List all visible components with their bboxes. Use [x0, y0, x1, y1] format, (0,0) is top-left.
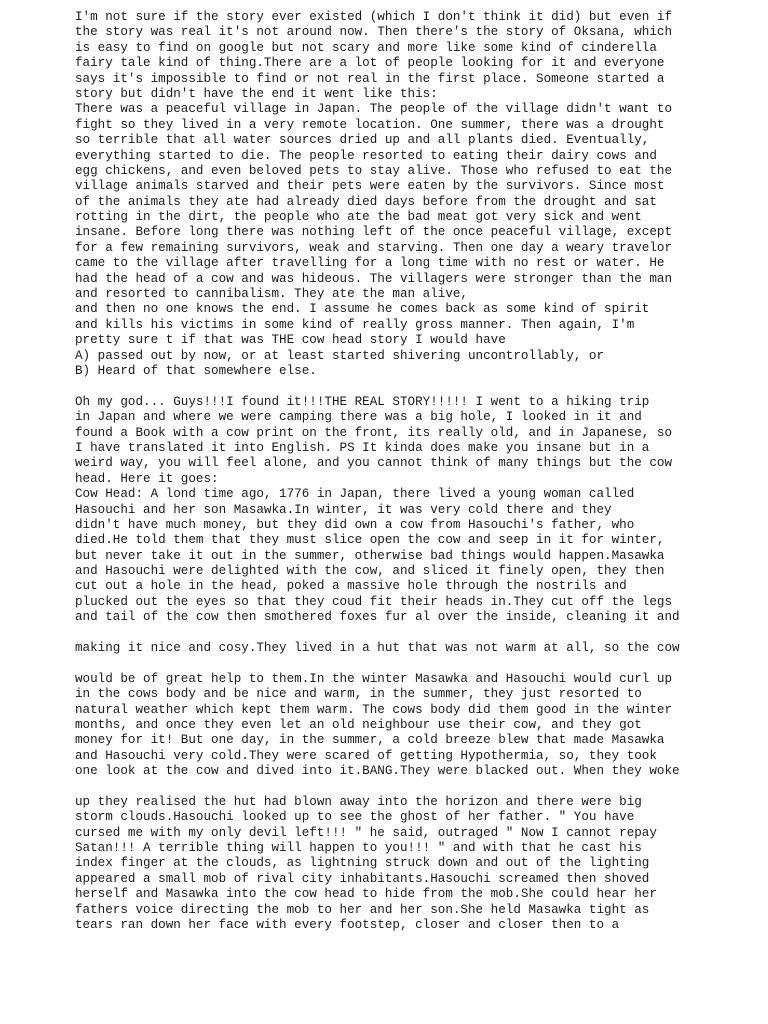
text-line: insane. Before long there was nothing left of the once peaceful village, except: [75, 225, 673, 240]
text-line: Hasouchi and her son Masawka.In winter, it was very cold there and they: [75, 502, 612, 517]
paragraph: [75, 10, 765, 379]
text-line: herself and Masawka into the cow head to hide from the mob.She could hear her: [75, 887, 657, 902]
text-line: would be of great help to them.In the winter Masawka and Hasouchi would curl up: [75, 671, 673, 686]
paragraph-gap: [75, 379, 765, 394]
text-line: appeared a small mob of rival city inhabitants.Hasouchi screamed then shoved: [75, 871, 650, 886]
text-line: pretty sure t if that was THE cow head story I would have: [75, 333, 506, 348]
text-line: There was a peaceful village in Japan. The people of the village didn't want to: [75, 102, 673, 117]
text-line: I have translated it into English. PS It kinda does make you insane but in a: [75, 440, 650, 455]
text-line: died.He told them that they must slice open the cow and seep in it for winter,: [75, 533, 665, 548]
text-line: and then no one knows the end. I assume he comes back as some kind of spirit: [75, 302, 650, 317]
text-line: fight so they lived in a very remote location. One summer, there was a drought: [75, 117, 665, 132]
text-line: one look at the cow and dived into it.BANG.They were blacked out. When they woke: [75, 764, 680, 779]
text-line: and kills his victims in some kind of really gross manner. Then again, I'm: [75, 317, 635, 332]
text-line: egg chickens, and even beloved pets to stay alive. Those who refused to eat the: [75, 163, 673, 178]
paragraph: [75, 795, 765, 934]
text-line: village animals starved and their pets were eaten by the survivors. Since most: [75, 179, 665, 194]
text-line: for a few remaining survivors, weak and starving. Then one day a weary travelor: [75, 240, 673, 255]
text-line: money for it! But one day, in the summer, a cold breeze blew that made Masawka: [75, 733, 665, 748]
text-line: in Japan and where we were camping there was a big hole, I looked in it and: [75, 410, 642, 425]
text-line: Satan!!! A terrible thing will happen to you!!! " and with that he cast his: [75, 841, 642, 856]
text-line: up they realised the hut had blown away into the horizon and there were big: [75, 794, 642, 809]
text-line: is easy to find on google but not scary and more like some kind of cinderella: [75, 40, 657, 55]
text-line: so terrible that all water sources dried up and all plants died. Eventually,: [75, 133, 650, 148]
text-line: and Hasouchi very cold.They were scared of getting Hypothermia, so, they took: [75, 748, 657, 763]
text-line: plucked out the eyes so that they coud fit their heads in.They cut off the legs: [75, 594, 673, 609]
text-line: found a Book with a cow print on the front, its really old, and in Japanese, so: [75, 425, 673, 440]
text-line: everything started to die. The people resorted to eating their dairy cows and: [75, 148, 657, 163]
paragraph: [75, 641, 765, 656]
paragraph: [75, 395, 765, 626]
text-line: storm clouds.Hasouchi looked up to see the ghost of her father. " You have: [75, 810, 635, 825]
paragraph-gap: [75, 626, 765, 641]
paragraph: [75, 672, 765, 780]
text-line: the story was real it's not around now. Then there's the story of Oksana, which: [75, 25, 673, 40]
text-line: A) passed out by now, or at least started shivering uncontrollably, or: [75, 348, 605, 363]
text-line: of the animals they ate had already died days before from the drought and sat: [75, 194, 657, 209]
text-line: cut out a hole in the head, poked a massive hole through the nostrils and: [75, 579, 627, 594]
paragraph-gap: [75, 656, 765, 671]
text-line: story but didn't have the end it went like this:: [75, 86, 438, 101]
text-line: making it nice and cosy.They lived in a hut that was not warm at all, so the cow: [75, 641, 680, 656]
text-line: fathers voice directing the mob to her and her son.She held Masawka tight as: [75, 902, 650, 917]
text-line: and Hasouchi were delighted with the cow, and sliced it finely open, they then: [75, 564, 665, 579]
text-line: fairy tale kind of thing.There are a lot of people looking for it and everyone: [75, 56, 665, 71]
document-page: [75, 10, 765, 933]
text-line: didn't have much money, but they did own a cow from Hasouchi's father, who: [75, 517, 635, 532]
text-line: B) Heard of that somewhere else.: [75, 363, 317, 378]
text-line: index finger at the clouds, as lightning struck down and out of the lighting: [75, 856, 650, 871]
text-line: but never take it out in the summer, otherwise bad things would happen.Masawka: [75, 548, 665, 563]
text-line: and tail of the cow then smothered foxes fur al over the inside, cleaning it and: [75, 610, 680, 625]
text-line: head. Here it goes:: [75, 471, 219, 486]
text-line: tears ran down her face with every footstep, closer and closer then to a: [75, 918, 620, 933]
text-line: and resorted to cannibalism. They ate the man alive,: [75, 287, 468, 302]
paragraph-gap: [75, 780, 765, 795]
text-line: months, and once they even let an old neighbour use their cow, and they got: [75, 717, 642, 732]
text-line: cursed me with my only devil left!!! " he said, outraged " Now I cannot repay: [75, 825, 657, 840]
text-line: in the cows body and be nice and warm, in the summer, they just resorted to: [75, 687, 642, 702]
text-line: natural weather which kept them warm. The cows body did them good in the winter: [75, 702, 673, 717]
text-line: says it's impossible to find or not real in the first place. Someone started a: [75, 71, 665, 86]
text-line: rotting in the dirt, the people who ate the bad meat got very sick and went: [75, 210, 642, 225]
text-line: weird way, you will feel alone, and you cannot think of many things but the cow: [75, 456, 673, 471]
text-line: had the head of a cow and was hideous. The villagers were stronger than the man: [75, 271, 673, 286]
text-line: came to the village after travelling for a long time with no rest or water. He: [75, 256, 665, 271]
text-line: Oh my god... Guys!!!I found it!!!THE REAL STORY!!!!! I went to a hiking trip: [75, 394, 650, 409]
text-line: Cow Head: A lond time ago, 1776 in Japan, there lived a young woman called: [75, 487, 635, 502]
text-line: I'm not sure if the story ever existed (which I don't think it did) but even if: [75, 10, 673, 24]
